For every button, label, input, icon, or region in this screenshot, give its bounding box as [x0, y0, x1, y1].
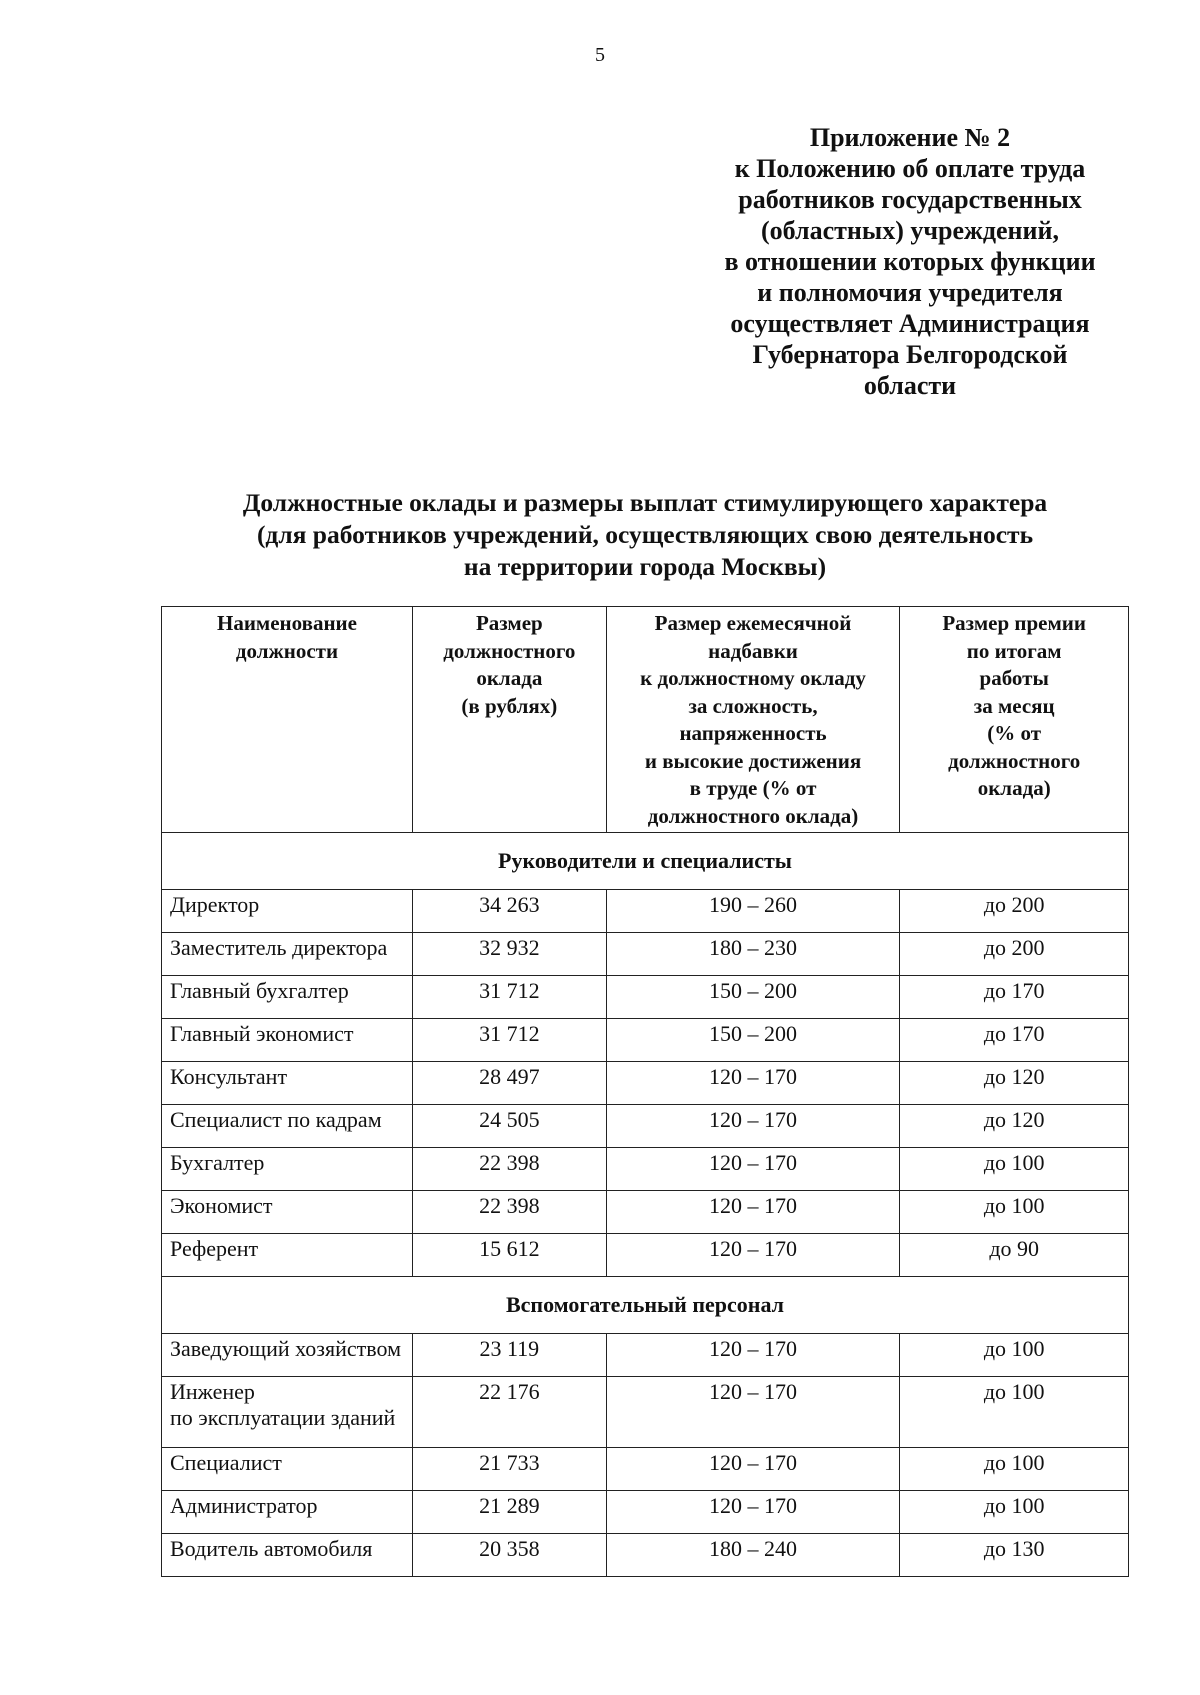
- allowance-cell: 120 – 170: [606, 1491, 900, 1534]
- appendix-line: Губернатора Белгородской: [752, 340, 1068, 369]
- salary-cell: 34 263: [412, 890, 606, 933]
- header-line: Размер премии: [942, 611, 1086, 635]
- table-row: [162, 1377, 1129, 1448]
- bonus-cell: до 90: [900, 1234, 1129, 1277]
- position-name: [162, 1334, 413, 1377]
- position-name: [162, 1234, 413, 1277]
- bonus-cell: до 100: [900, 1448, 1129, 1491]
- position-name-line: Главный экономист: [170, 1021, 354, 1046]
- salary-cell: 22 176: [412, 1377, 606, 1448]
- title-line: на территории города Москвы): [463, 552, 827, 581]
- allowance-cell: 120 – 170: [606, 1377, 900, 1448]
- position-name: [162, 1148, 413, 1191]
- header-position-name: [162, 607, 413, 833]
- header-line: Размер: [475, 611, 543, 635]
- table-row: [162, 1105, 1129, 1148]
- position-name: [162, 1448, 413, 1491]
- header-bonus: [900, 607, 1129, 833]
- table-row: [162, 1334, 1129, 1377]
- position-name-line: Референт: [170, 1236, 259, 1261]
- allowance-cell: 120 – 170: [606, 1448, 900, 1491]
- header-line: должностного: [443, 638, 576, 663]
- position-name-line: по эксплуатации зданий: [170, 1405, 396, 1430]
- header-line: за сложность,: [688, 693, 818, 718]
- bonus-cell: до 130: [900, 1534, 1129, 1577]
- position-name: [162, 976, 413, 1019]
- header-line: и высокие достижения: [644, 748, 862, 773]
- allowance-cell: 120 – 170: [606, 1191, 900, 1234]
- salary-cell: 24 505: [412, 1105, 606, 1148]
- table-row: [162, 1019, 1129, 1062]
- position-name: [162, 890, 413, 933]
- appendix-line: работников государственных: [738, 185, 1082, 214]
- salary-cell: 28 497: [412, 1062, 606, 1105]
- allowance-cell: 120 – 170: [606, 1334, 900, 1377]
- section-row: [162, 1277, 1129, 1334]
- appendix-line: области: [863, 371, 957, 400]
- bonus-cell: до 100: [900, 1191, 1129, 1234]
- appendix-header: [690, 122, 1130, 401]
- bonus-cell: до 200: [900, 890, 1129, 933]
- header-line: должностного оклада): [647, 803, 859, 828]
- header-line: оклада: [476, 666, 543, 690]
- allowance-cell: 150 – 200: [606, 976, 900, 1019]
- table-row: [162, 890, 1129, 933]
- position-name-line: Консультант: [170, 1064, 288, 1089]
- position-name-line: Главный бухгалтер: [170, 978, 349, 1003]
- position-name-line: Бухгалтер: [170, 1150, 265, 1175]
- salary-cell: 31 712: [412, 976, 606, 1019]
- appendix-line: и полномочия учредителя: [757, 278, 1063, 307]
- table-row: [162, 933, 1129, 976]
- position-name: [162, 1191, 413, 1234]
- bonus-cell: до 100: [900, 1148, 1129, 1191]
- salary-cell: 15 612: [412, 1234, 606, 1277]
- position-name: [162, 1377, 413, 1448]
- position-name-line: Специалист по кадрам: [170, 1107, 382, 1132]
- bonus-cell: до 100: [900, 1377, 1129, 1448]
- allowance-cell: 190 – 260: [606, 890, 900, 933]
- salary-cell: 22 398: [412, 1191, 606, 1234]
- bonus-cell: до 170: [900, 976, 1129, 1019]
- salary-cell: 31 712: [412, 1019, 606, 1062]
- header-line: должности: [235, 638, 339, 663]
- salary-cell: 32 932: [412, 933, 606, 976]
- table-header-row: [162, 607, 1129, 833]
- bonus-cell: до 100: [900, 1491, 1129, 1534]
- position-name-line: Заместитель директора: [170, 935, 388, 960]
- allowance-cell: 120 – 170: [606, 1148, 900, 1191]
- appendix-line: Приложение № 2: [809, 123, 1011, 152]
- position-name: [162, 933, 413, 976]
- table-row: [162, 1448, 1129, 1491]
- salary-cell: 22 398: [412, 1148, 606, 1191]
- header-line: (% от: [987, 721, 1042, 745]
- section-title: Вспомогательный персонал: [162, 1277, 1129, 1334]
- salary-cell: 20 358: [412, 1534, 606, 1577]
- position-name-line: Заведующий хозяйством: [170, 1336, 401, 1361]
- title-line: Должностные оклады и размеры выплат стимулирующего характера: [242, 488, 1048, 517]
- section-title: Руководители и специалисты: [162, 833, 1129, 890]
- header-line: (в рублях): [461, 693, 558, 718]
- section-row: [162, 833, 1129, 890]
- header-line: напряженность: [679, 721, 827, 745]
- position-name: [162, 1019, 413, 1062]
- position-name: [162, 1534, 413, 1577]
- position-name-line: Водитель автомобиля: [170, 1536, 373, 1561]
- header-line: Наименование: [216, 611, 357, 635]
- allowance-cell: 120 – 170: [606, 1062, 900, 1105]
- table-row: [162, 1234, 1129, 1277]
- position-name-line: Директор: [170, 892, 260, 917]
- bonus-cell: до 120: [900, 1105, 1129, 1148]
- table-row: [162, 976, 1129, 1019]
- bonus-cell: до 170: [900, 1019, 1129, 1062]
- allowance-cell: 120 – 170: [606, 1234, 900, 1277]
- header-line: надбавки: [708, 638, 798, 663]
- allowance-cell: 150 – 200: [606, 1019, 900, 1062]
- table-row: [162, 1148, 1129, 1191]
- header-line: к должностному окладу: [640, 666, 866, 690]
- position-name: [162, 1491, 413, 1534]
- header-line: Размер ежемесячной: [654, 611, 852, 635]
- allowance-cell: 180 – 230: [606, 933, 900, 976]
- salary-cell: 21 733: [412, 1448, 606, 1491]
- position-name: [162, 1105, 413, 1148]
- salary-cell: 23 119: [412, 1334, 606, 1377]
- table-row: [162, 1534, 1129, 1577]
- header-line: по итогам: [966, 638, 1062, 663]
- appendix-line: к Положению об оплате труда: [734, 154, 1086, 183]
- position-name: [162, 1062, 413, 1105]
- page-number: 5: [595, 44, 605, 66]
- bonus-cell: до 120: [900, 1062, 1129, 1105]
- title-line: (для работников учреждений, осуществляющих свою деятельность: [256, 520, 1034, 549]
- appendix-line: (областных) учреждений,: [761, 216, 1059, 245]
- position-name-line: Специалист: [170, 1450, 282, 1475]
- position-name-line: Администратор: [170, 1493, 318, 1518]
- header-line: в труде (% от: [689, 776, 817, 800]
- salary-table: [161, 606, 1129, 1577]
- header-line: должностного: [948, 748, 1081, 773]
- table-row: [162, 1062, 1129, 1105]
- header-line: за месяц: [973, 693, 1055, 718]
- header-line: оклада): [977, 776, 1051, 800]
- bonus-cell: до 100: [900, 1334, 1129, 1377]
- table-row: [162, 1491, 1129, 1534]
- table-row: [162, 1191, 1129, 1234]
- header-salary: [412, 607, 606, 833]
- header-allowance: [606, 607, 900, 833]
- bonus-cell: до 200: [900, 933, 1129, 976]
- allowance-cell: 120 – 170: [606, 1105, 900, 1148]
- position-name-line: Инженер: [170, 1379, 255, 1404]
- appendix-line: в отношении которых функции: [724, 247, 1096, 276]
- salary-cell: 21 289: [412, 1491, 606, 1534]
- header-line: работы: [979, 666, 1049, 690]
- document-title: [180, 487, 1110, 583]
- appendix-line: осуществляет Администрация: [730, 309, 1090, 338]
- allowance-cell: 180 – 240: [606, 1534, 900, 1577]
- position-name-line: Экономист: [170, 1193, 273, 1218]
